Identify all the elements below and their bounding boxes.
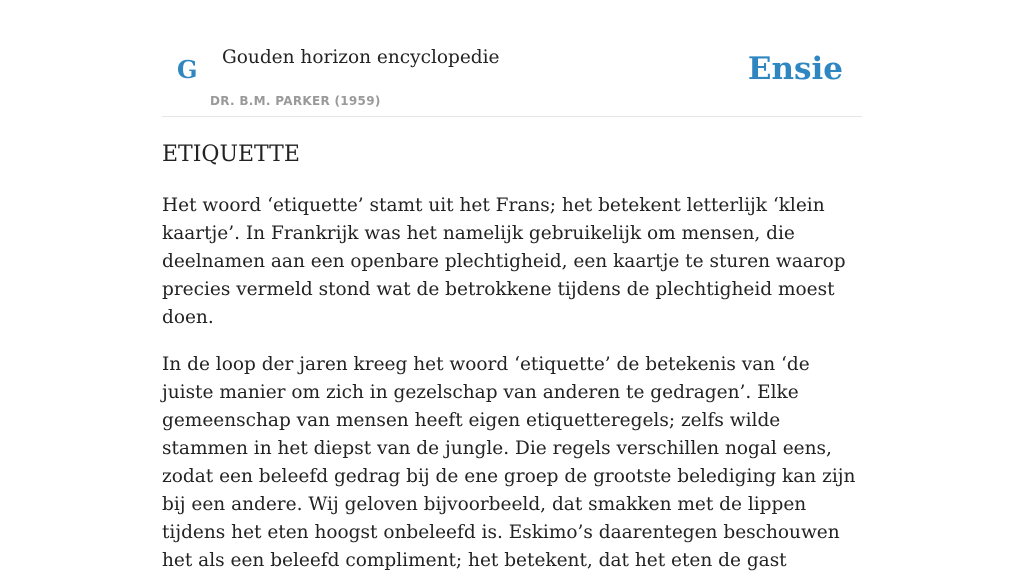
article-body bbox=[162, 140, 862, 575]
article-paragraph: Het woord ‘etiquette’ stamt uit het Frans; het betekent letterlijk ‘klein kaartje’. In Frankrijk was het namelijk gebruikelijk om mensen, die deelnamen aan een openbare plechtigheid, een kaartje te sturen waarop precies vermeld stond wat de betrokkene tijdens de plechtigheid moest doen. bbox=[162, 195, 846, 328]
book-title-link[interactable]: Gouden horizon encyclopedie bbox=[222, 47, 500, 68]
book-author: DR. B.M. PARKER (1959) bbox=[210, 94, 381, 108]
page-header bbox=[162, 0, 862, 117]
article-title: ETIQUETTE bbox=[162, 142, 300, 167]
article-paragraph: In de loop der jaren kreeg het woord ‘etiquette’ de betekenis van ‘de juiste manier om zich in gezelschap van anderen te gedragen’. Elke gemeenschap van mensen heeft eigen etiquetteregels; zelfs wilde stammen in het diepst van de jungle. Die regels verschillen nogal eens, zodat een beleefd gedrag bij de ene groep de grootste belediging kan zijn bij een andere. Wij geloven bijvoorbeeld, dat smakken met de lippen tijdens het eten hoogst onbeleefd is. Eskimo’s daarentegen beschouwen het als een beleefd compliment; het betekent, dat het eten de gast bbox=[162, 354, 856, 571]
ensie-logo-link[interactable]: Ensie bbox=[747, 51, 843, 87]
book-logo-letter[interactable]: G bbox=[177, 55, 198, 84]
